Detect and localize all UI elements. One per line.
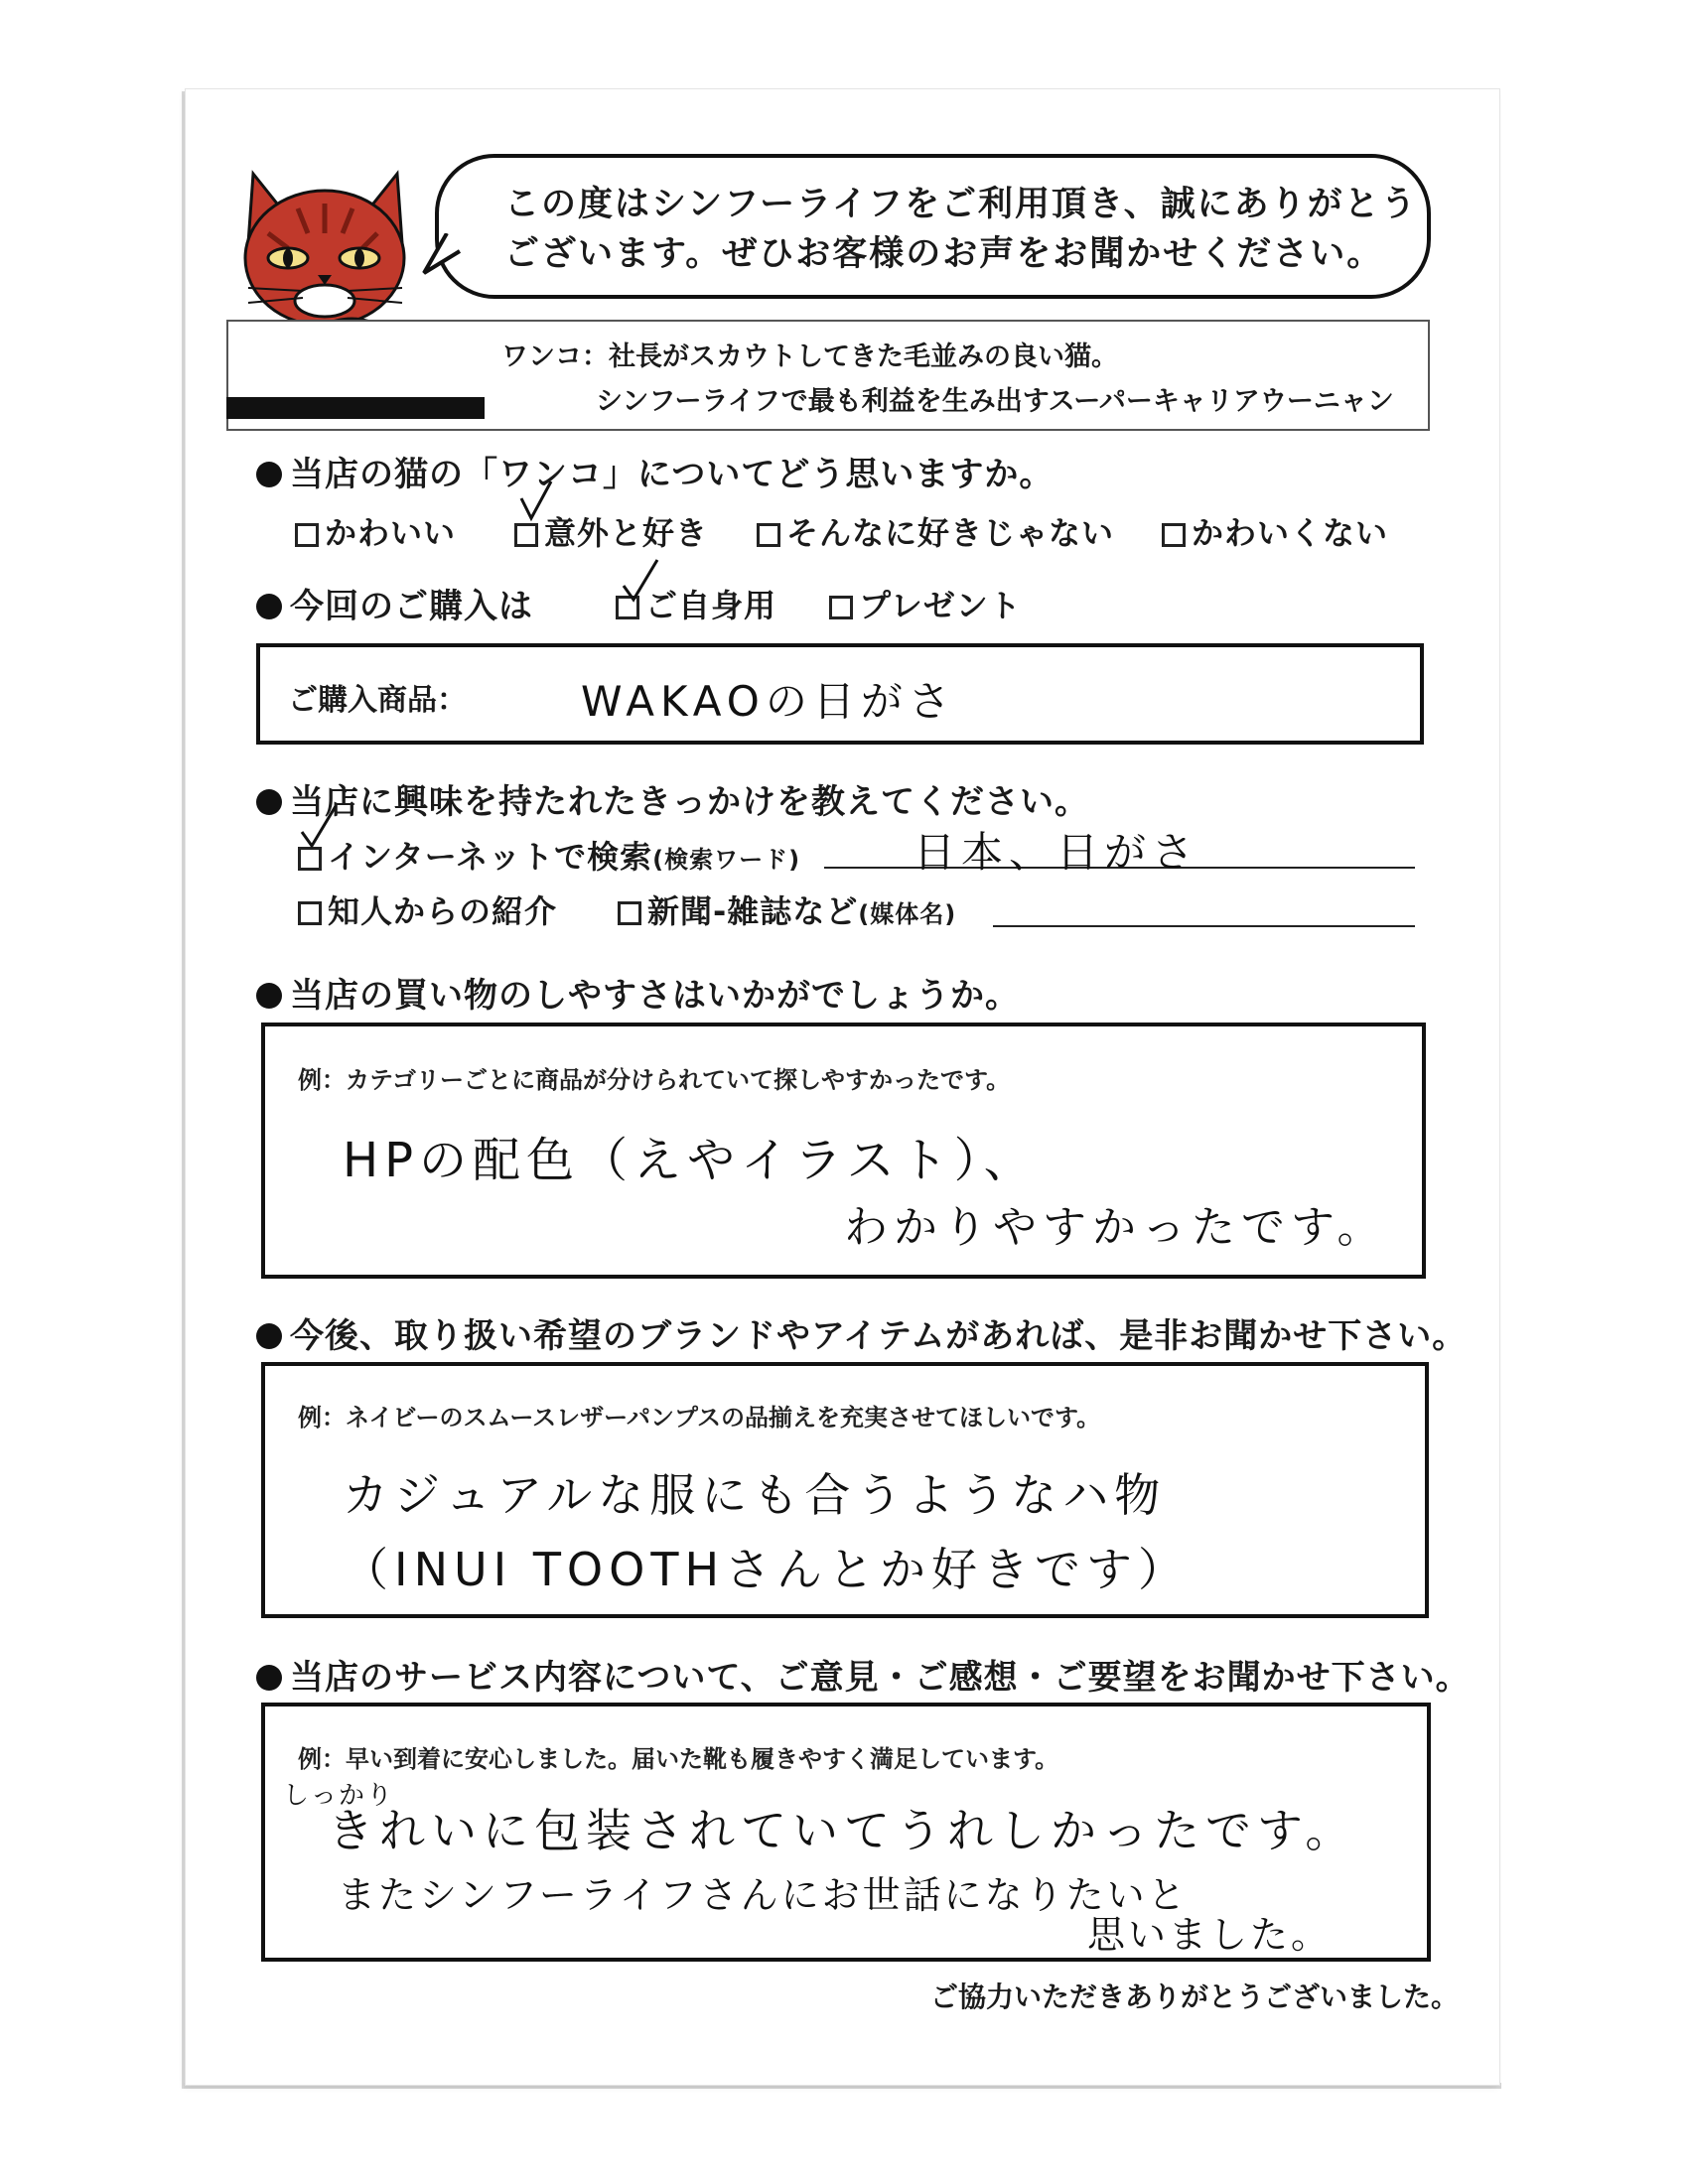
- q4-question-text: 当店の買い物のしやすさはいかがでしょうか。: [290, 976, 1020, 1016]
- intro-label: ワンコ: [501, 341, 582, 372]
- q3-option-internet[interactable]: インターネットで検索(検索ワード): [298, 832, 800, 878]
- bubble-line-2: ございます。ぜひお客様のお声をお聞かせください。: [504, 234, 1384, 274]
- q4-question: [256, 968, 1020, 1017]
- bullet-icon: [256, 983, 282, 1009]
- q5-question: [256, 1308, 1467, 1357]
- q6-answer-note: しっかり: [283, 1781, 395, 1811]
- q5-question-text: 今後、取り扱い希望のブランドやアイテムがあれば、是非お聞かせ下さい。: [290, 1316, 1468, 1356]
- intro-line-2: シンフーライフで最も利益を生み出すスーパーキャリアウーニャン: [596, 386, 1394, 417]
- q2-option-1[interactable]: ご自身用: [616, 581, 776, 626]
- checkbox-icon[interactable]: [514, 523, 538, 547]
- q5-answer-line-2: （INUI TOOTHさんとか好きです）: [343, 1543, 1191, 1596]
- q3-question: [256, 774, 1089, 823]
- q4-answer-line-1: HPの配色（えやイラスト）、: [343, 1133, 1038, 1188]
- checkbox-icon[interactable]: [1162, 523, 1186, 547]
- q1-option-4[interactable]: かわいくない: [1162, 508, 1388, 554]
- q1-option-1[interactable]: かわいい: [295, 508, 456, 554]
- checkmark-icon: [511, 477, 561, 526]
- q1-option-3[interactable]: そんなに好きじゃない: [757, 508, 1114, 554]
- q5-example: 例：ネイビーのスムースレザーパンプスの品揃えを充実させてほしいです。: [298, 1404, 1101, 1432]
- q2-option-2[interactable]: プレゼント: [829, 581, 1022, 626]
- q6-example: 例：早い到着に安心しました。届いた靴も履きやすく満足しています。: [298, 1745, 1059, 1773]
- bubble-line-1: この度はシンフーライフをご利用頂き、誠にありがとう: [504, 185, 1418, 224]
- q2-question-text: 今回のご購入は: [290, 587, 533, 626]
- checkbox-icon[interactable]: [829, 596, 853, 619]
- bullet-icon: [256, 462, 282, 487]
- bullet-icon: [256, 1323, 282, 1349]
- search-word-answer: 日本、日がさ: [914, 828, 1200, 877]
- q5-answer-line-1: カジュアルな服にも合うようなハ物: [343, 1468, 1167, 1522]
- intro-decor-bar: [226, 397, 485, 419]
- q1-question-text: 当店の猫の「ワンコ」についてどう思いますか。: [290, 455, 1055, 494]
- checkbox-icon[interactable]: [298, 901, 322, 925]
- thanks-message: ご協力いただきありがとうございました。: [930, 1980, 1460, 2013]
- q2-question: [256, 579, 533, 627]
- q4-example: 例：カテゴリーごとに商品が分けられていて探しやすかったです。: [298, 1066, 1011, 1094]
- q6-answer-line-1: きれいに包装されていてうれしかったです。: [328, 1804, 1357, 1857]
- q4-answer-line-2: わかりやすかったです。: [844, 1202, 1387, 1253]
- q6-answer-line-3: 思いました。: [1087, 1913, 1333, 1957]
- q6-answer-line-2: またシンフーライフさんにお世話になりたいと: [338, 1873, 1189, 1917]
- q1-question: [256, 447, 1054, 495]
- bullet-icon: [256, 594, 282, 619]
- speech-bubble-tail: [422, 233, 462, 278]
- q6-question: [256, 1650, 1471, 1699]
- bullet-icon: [256, 1665, 282, 1691]
- intro-line-1: ：社長がスカウトしてきた毛並みの良い猫。: [582, 341, 1118, 372]
- q3-option-media[interactable]: 新聞-雑誌など(媒体名): [618, 887, 956, 932]
- q3-question-text: 当店に興味を持たれたきっかけを教えてください。: [290, 782, 1089, 822]
- media-name-line: [993, 925, 1415, 927]
- q6-question-text: 当店のサービス内容について、ご意見・ご感想・ご要望をお聞かせ下さい。: [290, 1658, 1471, 1698]
- checkbox-icon[interactable]: [618, 901, 641, 925]
- checkbox-icon[interactable]: [295, 523, 319, 547]
- product-label: ご購入商品：: [288, 683, 467, 718]
- bullet-icon: [256, 789, 282, 815]
- checkmark-icon: [296, 802, 342, 852]
- checkmark-icon: [618, 556, 663, 606]
- q1-option-2[interactable]: 意外と好き: [514, 508, 708, 554]
- q3-option-friend[interactable]: 知人からの紹介: [298, 887, 557, 932]
- product-answer: WAKAOの日がさ: [581, 677, 956, 726]
- checkbox-icon[interactable]: [757, 523, 780, 547]
